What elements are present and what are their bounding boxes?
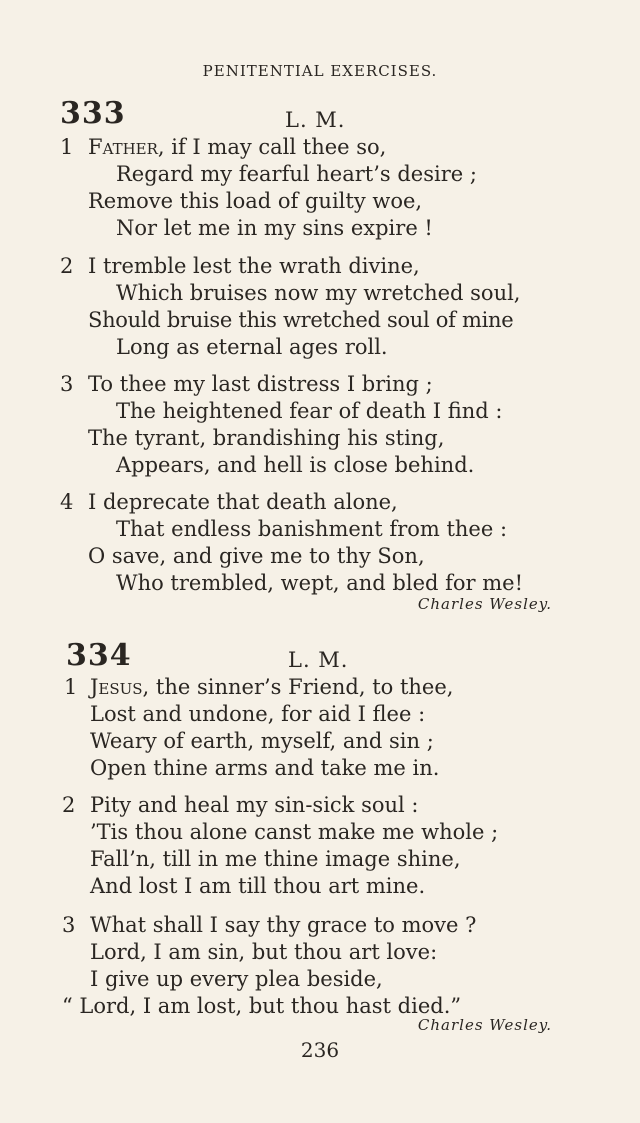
stanza-line — [0, 912, 640, 939]
stanza-line — [0, 489, 640, 516]
stanza-number: 1 — [64, 675, 78, 699]
stanza-line — [0, 161, 640, 188]
first-word: Father, — [88, 135, 165, 159]
verse-text: I deprecate that death alone, — [88, 490, 398, 514]
first-line-rest: the sinner’s Friend, to thee, — [149, 675, 454, 699]
stanza-line — [0, 728, 640, 755]
verse-text: Regard my fearful heart’s desire ; — [116, 162, 477, 186]
stanza-line — [0, 280, 640, 307]
stanza — [0, 489, 640, 597]
hymn-number: 334 — [66, 638, 132, 673]
stanza-number: 3 — [62, 913, 76, 937]
verse-text: What shall I say thy grace to move ? — [90, 913, 477, 937]
stanza-line — [0, 371, 640, 398]
stanza-line — [0, 846, 640, 873]
verse-text: Fall’n, till in me thine image shine, — [90, 847, 461, 871]
stanza-number: 3 — [60, 372, 74, 396]
verse-text: “ Lord, I am lost, but thou hast died.” — [62, 994, 462, 1018]
stanza-number: 4 — [60, 490, 74, 514]
stanza-number: 1 — [60, 135, 74, 159]
hymn-author: Charles Wesley. — [417, 595, 552, 613]
stanza-line — [0, 819, 640, 846]
stanza — [0, 371, 640, 479]
verse-text: Open thine arms and take me in. — [90, 756, 440, 780]
first-word: Jesus, — [90, 675, 150, 699]
hymn-meter: L. M. — [288, 648, 349, 672]
verse-text: Appears, and hell is close behind. — [116, 453, 475, 477]
stanza-line — [0, 792, 640, 819]
verse-text: Who trembled, wept, and bled for me! — [116, 571, 524, 595]
stanza — [0, 134, 640, 242]
verse-text: Lord, I am sin, but thou art love: — [90, 940, 438, 964]
verse-text: ’Tis thou alone canst make me whole ; — [90, 820, 499, 844]
stanza-line — [0, 755, 640, 782]
verse-text: I tremble lest the wrath divine, — [88, 254, 420, 278]
verse-text: I give up every plea beside, — [90, 967, 383, 991]
stanza-line — [0, 215, 640, 242]
verse-text: Long as eternal ages roll. — [116, 335, 388, 359]
stanza — [0, 253, 640, 361]
stanza — [0, 912, 640, 1020]
page-number: 236 — [300, 1038, 340, 1062]
stanza-line — [0, 398, 640, 425]
verse-text: Lost and undone, for aid I flee : — [90, 702, 426, 726]
verse-text: Which bruises now my wretched soul, — [116, 281, 521, 305]
verse-text: And lost I am till thou art mine. — [90, 874, 426, 898]
first-line — [88, 134, 386, 161]
verse-text: Weary of earth, myself, and sin ; — [90, 729, 434, 753]
verse-text: Remove this load of guilty woe, — [88, 189, 423, 213]
verse-text: The tyrant, brandishing his sting, — [88, 426, 445, 450]
verse-text: Nor let me in my sins expire ! — [116, 216, 433, 240]
verse-text: Should bruise this wretched soul of mine — [88, 308, 514, 332]
stanza-line — [0, 253, 640, 280]
verse-text: Pity and heal my sin-sick soul : — [90, 793, 419, 817]
first-line — [90, 674, 453, 701]
stanza-line — [0, 873, 640, 900]
first-line-rest: if I may call thee so, — [164, 135, 387, 159]
stanza-line — [0, 307, 640, 334]
stanza-line — [0, 966, 640, 993]
hymn-author: Charles Wesley. — [417, 1016, 552, 1034]
stanza-number: 2 — [62, 793, 76, 817]
stanza-line — [0, 570, 640, 597]
stanza-line — [0, 674, 640, 701]
verse-text: To thee my last distress I bring ; — [88, 372, 433, 396]
stanza-line — [0, 425, 640, 452]
stanza — [0, 674, 640, 782]
running-header: PENITENTIAL EXERCISES. — [202, 62, 438, 80]
stanza-line — [0, 543, 640, 570]
hymn-meter: L. M. — [285, 108, 346, 132]
stanza-line — [0, 334, 640, 361]
stanza-line — [0, 516, 640, 543]
hymn-number: 333 — [60, 96, 126, 131]
verse-text: The heightened fear of death I find : — [116, 399, 503, 423]
stanza-line — [0, 939, 640, 966]
verse-text: O save, and give me to thy Son, — [88, 544, 425, 568]
stanza-line — [0, 134, 640, 161]
stanza — [0, 792, 640, 900]
stanza-number: 2 — [60, 254, 74, 278]
verse-text: That endless banishment from thee : — [116, 517, 508, 541]
stanza-line — [0, 188, 640, 215]
stanza-line — [0, 701, 640, 728]
stanza-line — [0, 452, 640, 479]
